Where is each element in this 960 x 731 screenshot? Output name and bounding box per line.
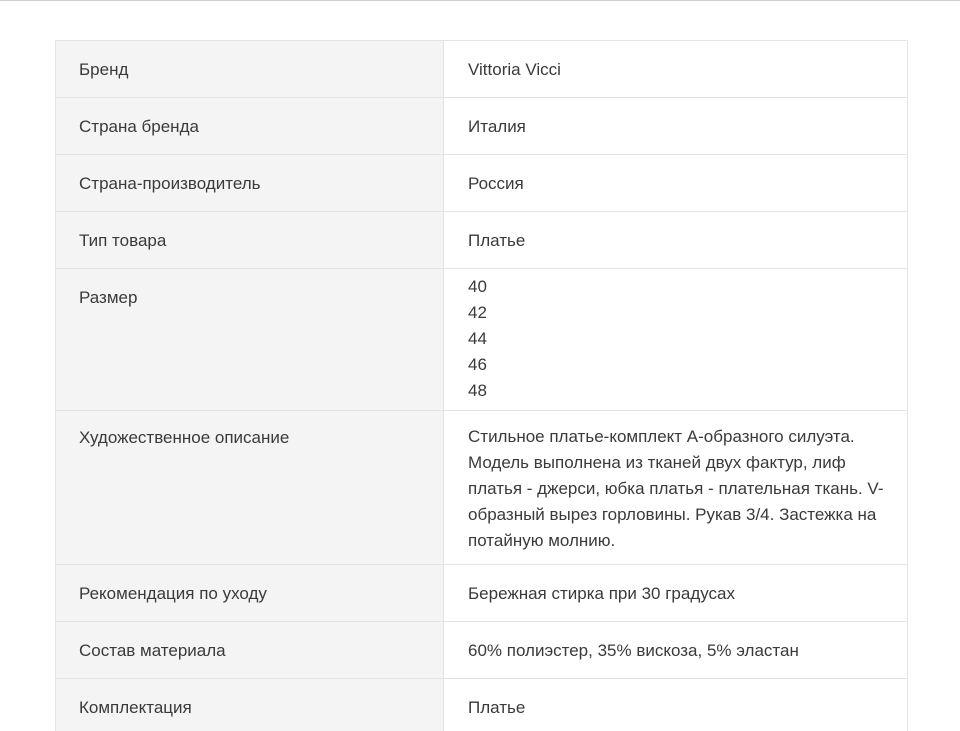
size-option: 40: [468, 277, 487, 296]
spec-value: Стильное платье-комплект А-образного силуэта. Модель выполнена из тканей двух фактур, лиф платья - джерси, юбка платья - плательная ткань. V-образный вырез горловины. Рукав 3/4. Застежка на потайную молнию.: [468, 427, 884, 550]
spec-row-description: [56, 411, 908, 565]
spec-label-cell: [56, 622, 444, 679]
spec-value-cell: [444, 622, 908, 679]
spec-value-cell: [444, 411, 908, 565]
size-option: 44: [468, 329, 487, 348]
spec-row-product-type: [56, 212, 908, 269]
spec-label-cell: [56, 565, 444, 622]
size-option: 46: [468, 355, 487, 374]
spec-value-cell: [444, 679, 908, 731]
spec-label: Рекомендация по уходу: [79, 584, 267, 603]
spec-label: Бренд: [79, 60, 129, 79]
spec-value-cell: [444, 155, 908, 212]
spec-label: Художественное описание: [79, 428, 290, 447]
spec-value-cell: [444, 41, 908, 98]
spec-value-cell: [444, 212, 908, 269]
spec-label-cell: [56, 269, 444, 411]
spec-row-care: [56, 565, 908, 622]
size-option: 48: [468, 381, 487, 400]
product-specs-table: [55, 40, 908, 731]
spec-label: Тип товара: [79, 231, 167, 250]
spec-label: Страна-производитель: [79, 174, 261, 193]
spec-label-cell: [56, 98, 444, 155]
spec-value: Бережная стирка при 30 градусах: [468, 584, 736, 603]
spec-value: Россия: [468, 174, 524, 193]
spec-value: 60% полиэстер, 35% вискоза, 5% эластан: [468, 641, 799, 660]
size-list: [444, 269, 907, 410]
spec-row-composition: [56, 622, 908, 679]
spec-value-cell: [444, 269, 908, 411]
spec-value: Vittoria Vicci: [468, 60, 561, 79]
spec-label-cell: [56, 411, 444, 565]
top-divider: [0, 0, 960, 1]
spec-row-size: [56, 269, 908, 411]
spec-label-cell: [56, 41, 444, 98]
size-option: 42: [468, 303, 487, 322]
spec-label-cell: [56, 212, 444, 269]
spec-value: Италия: [468, 117, 526, 136]
spec-label: Состав материала: [79, 641, 226, 660]
spec-label: Комплектация: [79, 698, 192, 717]
spec-row-manufacturer-country: [56, 155, 908, 212]
spec-row-brand-country: [56, 98, 908, 155]
spec-row-package: [56, 679, 908, 731]
spec-value: Платье: [468, 698, 526, 717]
spec-label: Размер: [79, 288, 138, 307]
spec-value-cell: [444, 565, 908, 622]
spec-label-cell: [56, 155, 444, 212]
spec-value-cell: [444, 98, 908, 155]
spec-label: Страна бренда: [79, 117, 199, 136]
spec-value: Платье: [468, 231, 526, 250]
spec-row-brand: [56, 41, 908, 98]
spec-label-cell: [56, 679, 444, 731]
